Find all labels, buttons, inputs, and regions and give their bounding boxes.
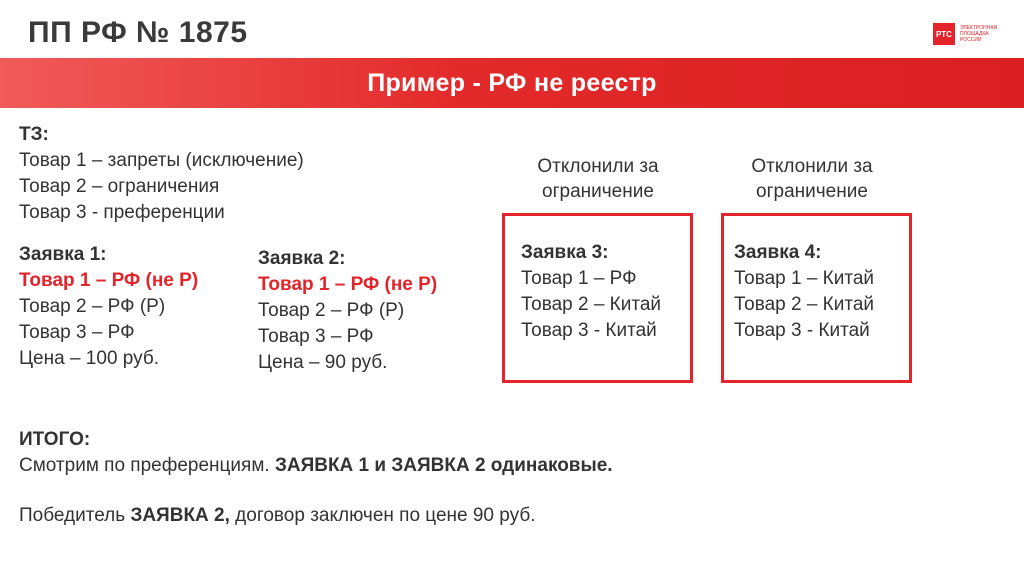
caption-line: Отклонили за — [537, 156, 659, 177]
rts-logo — [933, 21, 1003, 47]
bid-title: Заявка 3: — [521, 242, 609, 263]
winner-prefix: Победитель — [19, 505, 131, 526]
bid-line: Товар 2 – РФ (Р) — [19, 296, 166, 317]
rejected-bid-box-3 — [502, 213, 693, 383]
bid-2 — [258, 246, 437, 376]
rejected-bid-box-4 — [721, 213, 912, 383]
bid-line: Цена – 100 руб. — [19, 348, 160, 369]
winner-text — [19, 503, 536, 529]
bid-title: Заявка 4: — [734, 242, 822, 263]
caption-line: ограничение — [756, 181, 868, 202]
banner-title: Пример - РФ не реестр — [367, 68, 657, 97]
summary-emphasis: ЗАЯВКА 1 и ЗАЯВКА 2 одинаковые. — [274, 455, 613, 476]
caption-line: Отклонили за — [751, 156, 873, 177]
bid-line: Товар 3 - Китай — [734, 320, 870, 341]
section-banner — [0, 58, 1024, 108]
bid-line: Товар 3 - Китай — [521, 320, 657, 341]
bid-line: Цена – 90 руб. — [258, 352, 388, 373]
summary-text: Смотрим по преференциям. — [19, 455, 275, 476]
bid-line: Товар 3 – РФ — [258, 326, 374, 347]
bid-line: Товар 2 – Китай — [521, 294, 662, 315]
winner-line — [19, 503, 536, 529]
tz-line: Товар 2 – ограничения — [19, 176, 220, 197]
bid-title: Заявка 1: — [19, 244, 107, 265]
bid-1 — [19, 242, 198, 372]
logo-text — [960, 25, 997, 43]
bid-line: Товар 3 – РФ — [19, 322, 135, 343]
summary-line-1 — [19, 453, 613, 479]
rejected-caption-3 — [503, 154, 693, 204]
logo-text-line: РОССИИ — [960, 37, 982, 43]
tz-block — [19, 122, 304, 226]
logo-text-line: ЭЛЕКТРОННАЯ — [960, 25, 998, 31]
tz-heading: ТЗ: — [19, 124, 49, 145]
logo-mark: РТС — [933, 23, 955, 45]
bid-line: Товар 1 – РФ — [521, 268, 637, 289]
tz-line: Товар 3 - преференции — [19, 202, 225, 223]
summary-heading: ИТОГО: — [19, 429, 91, 450]
winner-emphasis: ЗАЯВКА 2, — [130, 505, 230, 526]
bid-highlight: Товар 1 – РФ (не Р) — [19, 270, 199, 291]
rejected-caption-4 — [717, 154, 907, 204]
box-content — [734, 240, 874, 344]
bid-line: Товар 2 – Китай — [734, 294, 875, 315]
tz-line: Товар 1 – запреты (исключение) — [19, 150, 304, 171]
caption-line: ограничение — [542, 181, 654, 202]
bid-line: Товар 1 – Китай — [734, 268, 875, 289]
bid-title: Заявка 2: — [258, 248, 346, 269]
bid-highlight: Товар 1 – РФ (не Р) — [258, 274, 438, 295]
winner-suffix: договор заключен по цене 90 руб. — [229, 505, 536, 526]
summary-block — [19, 427, 613, 479]
bid-line: Товар 2 – РФ (Р) — [258, 300, 405, 321]
box-content — [521, 240, 661, 344]
logo-text-line: ПЛОЩАДКА — [960, 31, 989, 37]
slide-title: ПП РФ № 1875 — [28, 16, 248, 49]
